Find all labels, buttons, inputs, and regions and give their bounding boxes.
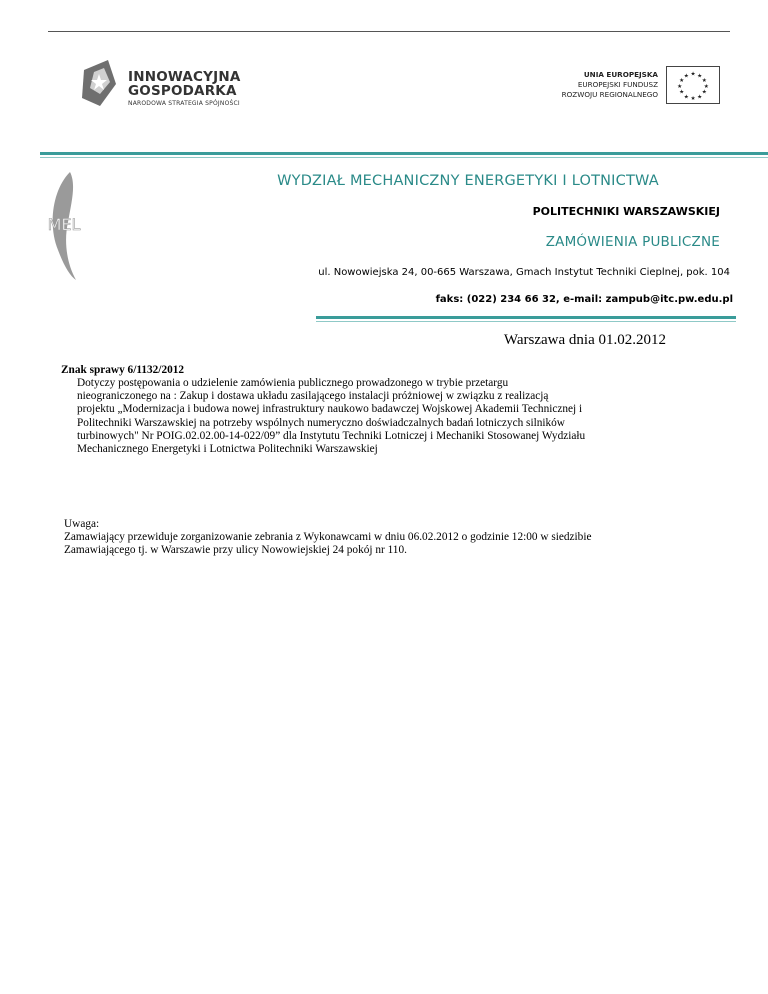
svg-text:★: ★: [677, 83, 683, 90]
svg-text:★: ★: [703, 83, 709, 90]
svg-text:★: ★: [679, 78, 685, 85]
case-reference: Znak sprawy 6/1132/2012: [61, 364, 185, 376]
paragraph-line: Mechanicznego Energetyki i Lotnictwa Politechniki Warszawskiej: [77, 443, 378, 456]
faculty-name: WYDZIAŁ MECHANICZNY ENERGETYKI I LOTNICTWA: [277, 173, 659, 189]
concern-paragraph: [77, 377, 682, 456]
top-divider: [48, 31, 730, 32]
logo-title: INNOWACYJNA GOSPODARKA: [128, 69, 241, 99]
mel-logo: [36, 170, 96, 282]
svg-text:★: ★: [679, 89, 685, 96]
logo-subtitle: NARODOWA STRATEGIA SPÓJNOŚCI: [128, 100, 240, 107]
svg-text:★: ★: [697, 73, 703, 80]
header-rule-thin: [40, 157, 768, 158]
svg-text:★: ★: [683, 94, 689, 101]
note-label: Uwaga:: [64, 518, 100, 530]
svg-text:★: ★: [690, 96, 696, 103]
contact-rule-thin: [316, 321, 736, 322]
innowacyjna-star-icon: [80, 58, 120, 108]
svg-text:★: ★: [690, 71, 696, 78]
svg-text:★: ★: [697, 94, 703, 101]
address: ul. Nowowiejska 24, 00-665 Warszawa, Gmach Instytut Techniki Cieplnej, pok. 104: [318, 267, 730, 278]
paragraph-line: Zamawiającego tj. w Warszawie przy ulicy Nowowiejskiej 24 pokój nr 110.: [64, 544, 407, 557]
contact-rule: [316, 316, 736, 319]
svg-text:★: ★: [701, 78, 707, 85]
paragraph-line: Dotyczy postępowania o udzielenie zamówienia publicznego prowadzonego w trybie przetargu: [77, 377, 509, 389]
svg-text:★: ★: [683, 73, 689, 80]
letter-date: Warszawa dnia 01.02.2012: [503, 332, 666, 348]
paragraph-line: Politechniki Warszawskiej na potrzeby wspólnych numeryczno doświadczalnych badań lotniczych silników: [77, 416, 565, 429]
note-paragraph: [64, 531, 714, 557]
university-name: POLITECHNIKI WARSZAWSKIEJ: [532, 205, 720, 218]
paragraph-line: turbinowych" Nr POIG.02.02.00-14-022/09” dla Instytutu Techniki Lotniczej i Mechaniki Stosowanej Wydziału: [77, 429, 586, 442]
svg-text:★: ★: [701, 89, 707, 96]
paragraph-line: Zamawiający przewiduje zorganizowanie zebrania z Wykonawcami w dniu 06.02.2012 o godzinie 12:00 w siedzibie: [64, 531, 592, 543]
paragraph-line: projektu „Modernizacja i budowa nowej infrastruktury naukowo badawczej Wojskowej Akademii Technicznej i: [77, 403, 583, 416]
eu-flag-icon: [666, 66, 720, 104]
paragraph-line: nieograniczonego na : Zakup i dostawa układu zasilającego instalacji próżniowej w związku z realizacją: [77, 390, 549, 403]
section-title: ZAMÓWIENIA PUBLICZNE: [545, 234, 720, 250]
innowacyjna-gospodarka-logo: [80, 58, 270, 110]
svg-text:MEL: MEL: [47, 215, 81, 234]
eu-logo-text: UNIA EUROPEJSKA EUROPEJSKI FUNDUSZ ROZWOJU REGIONALNEGO: [561, 70, 658, 99]
header-rule: [40, 152, 768, 155]
contact-info: faks: (022) 234 66 32, e-mail: zampub@itc.pw.edu.pl: [435, 294, 733, 305]
